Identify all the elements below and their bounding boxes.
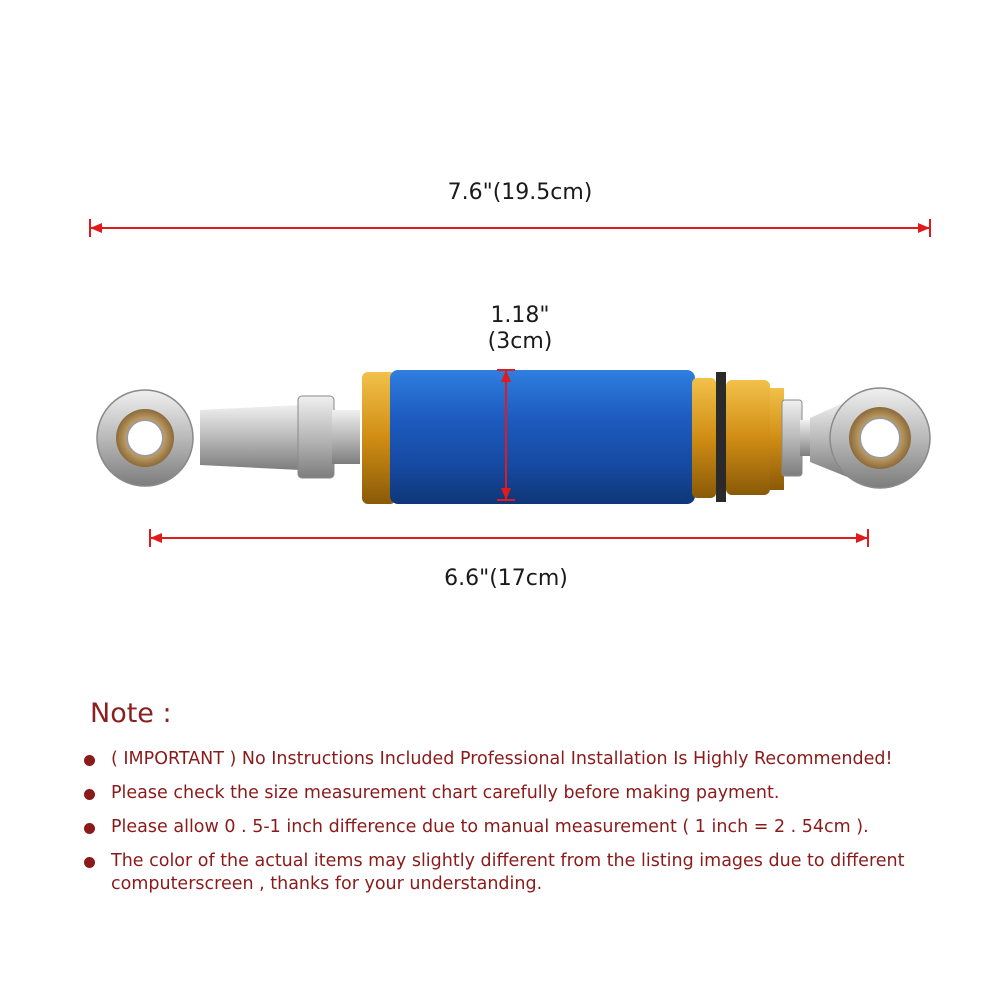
body-length-dimension-line — [150, 529, 868, 547]
bullet-icon — [84, 755, 95, 766]
body-length-label: 6.6"(17cm) — [444, 566, 568, 591]
note-list — [84, 748, 924, 907]
note-item — [84, 850, 924, 896]
note-item-text: The color of the actual items may slightly different from the listing images due to different computerscreen , thanks for your understanding. — [111, 851, 905, 894]
overall-length-dimension-line — [90, 219, 930, 237]
note-title: Note : — [90, 698, 172, 729]
note-item — [84, 816, 924, 839]
left-rod-end — [97, 390, 360, 486]
bullet-icon — [84, 789, 95, 800]
right-adjuster-stack — [692, 372, 820, 502]
blue-cylinder — [390, 370, 695, 504]
diameter-inch-label: 1.18" — [490, 303, 550, 328]
diameter-label — [440, 303, 600, 355]
note-item-text: Please check the size measurement chart carefully before making payment. — [111, 783, 780, 803]
bullet-icon — [84, 823, 95, 834]
note-item-text: Please allow 0 . 5-1 inch difference due to manual measurement ( 1 inch = 2 . 54cm ). — [111, 817, 869, 837]
note-item-text: ( IMPORTANT ) No Instructions Included Professional Installation Is Highly Recommended! — [111, 749, 893, 769]
overall-length-label: 7.6"(19.5cm) — [447, 180, 593, 205]
note-item — [84, 748, 924, 771]
bullet-icon — [84, 857, 95, 868]
note-item — [84, 782, 924, 805]
right-rod-end — [810, 388, 930, 488]
diameter-cm-label: (3cm) — [487, 329, 553, 354]
